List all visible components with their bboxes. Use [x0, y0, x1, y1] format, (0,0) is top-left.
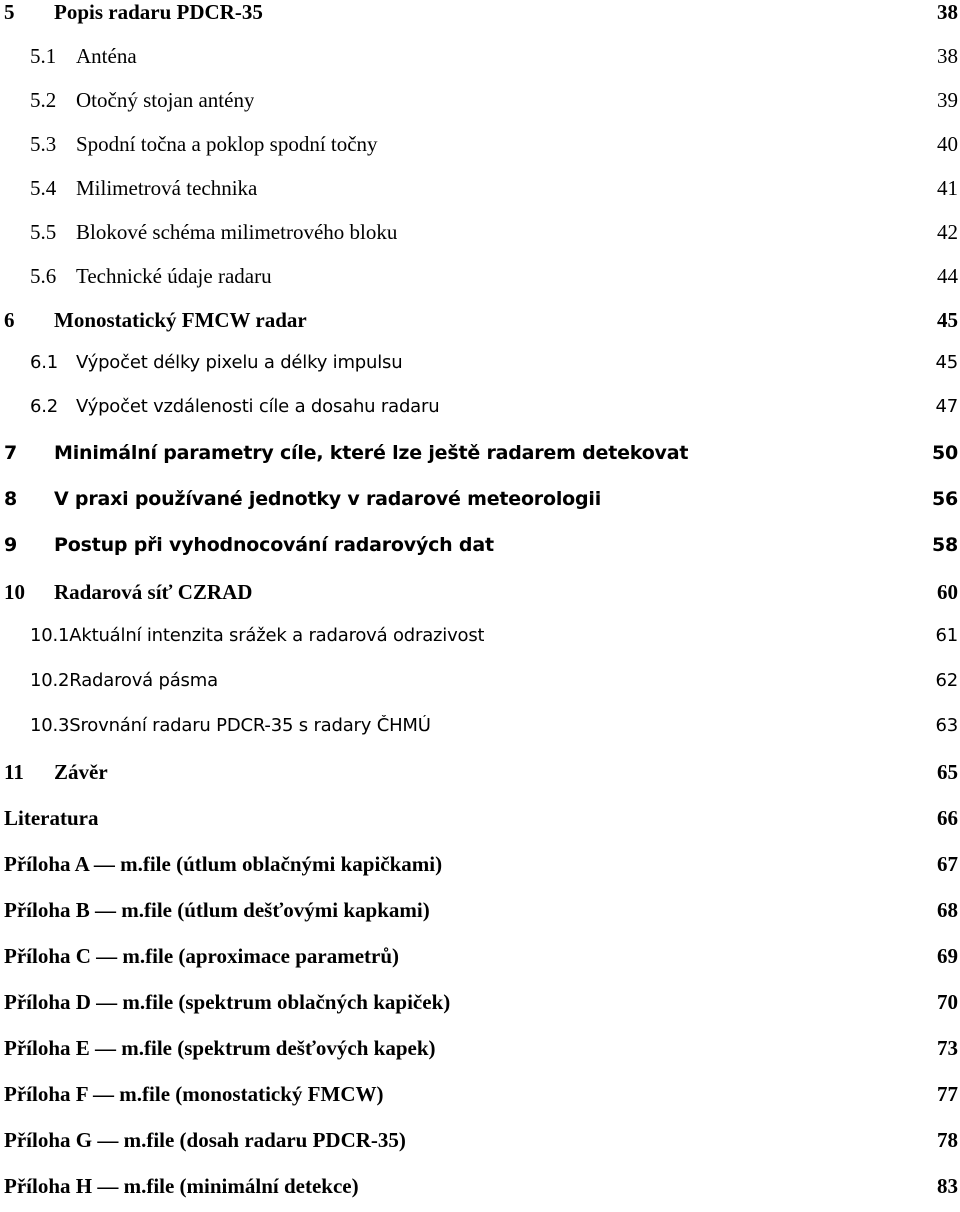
toc-page-number: 65 — [937, 760, 958, 784]
toc-page-number: 61 — [935, 625, 958, 646]
toc-page-number: 56 — [931, 488, 958, 510]
toc-page-number: 83 — [937, 1174, 958, 1198]
toc-entry-title: Technické údaje radaru — [76, 264, 272, 288]
toc-entry-title: Radarová pásma — [69, 670, 218, 691]
toc-entry-number: 6.1 — [30, 352, 59, 373]
toc-entry-6-2[interactable] — [0, 396, 960, 426]
toc-entry-title: Srovnání radaru PDCR-35 s radary ČHMÚ — [69, 715, 431, 736]
toc-entry-11[interactable] — [0, 760, 960, 790]
toc-entry-title: Blokové schéma milimetrového bloku — [76, 220, 398, 244]
toc-entry-title: Příloha D — m.file (spektrum oblačných kapiček) — [4, 990, 451, 1014]
toc-entry-priloha-e[interactable] — [0, 1036, 960, 1066]
toc-entry-priloha-c[interactable] — [0, 944, 960, 974]
toc-entry-9[interactable] — [0, 534, 960, 564]
toc-entry-5-5[interactable] — [0, 220, 960, 250]
toc-entry-title: Minimální parametry cíle, které lze ještě radarem detekovat — [54, 442, 689, 464]
toc-entry-title: Příloha E — m.file (spektrum dešťových kapek) — [4, 1036, 436, 1060]
toc-entry-number: 6 — [4, 308, 15, 332]
toc-entry-title: Příloha F — m.file (monostatický FMCW) — [4, 1082, 384, 1106]
toc-entry-number: 6.2 — [30, 396, 59, 417]
toc-page-number: 47 — [935, 396, 958, 417]
toc-entry-5-3[interactable] — [0, 132, 960, 162]
toc-page-number: 41 — [937, 176, 958, 200]
toc-entry-10-2[interactable] — [0, 670, 960, 700]
toc-page-number: 38 — [937, 0, 958, 24]
toc-entry-7[interactable] — [0, 442, 960, 472]
toc-entry-number: 7 — [4, 442, 18, 464]
toc-entry-number: 9 — [4, 534, 18, 556]
toc-entry-number: 5.1 — [30, 44, 57, 68]
toc-page-number: 73 — [937, 1036, 958, 1060]
toc-entry-6[interactable] — [0, 308, 960, 338]
toc-entry-title: Aktuální intenzita srážek a radarová odrazivost — [69, 625, 485, 646]
toc-entry-number: 5.6 — [30, 264, 57, 288]
toc-entry-title: Příloha B — m.file (útlum dešťovými kapkami) — [4, 898, 430, 922]
toc-entry-title: Milimetrová technika — [76, 176, 258, 200]
toc-entry-10-1[interactable] — [0, 625, 960, 655]
toc-page-number: 58 — [931, 534, 958, 556]
toc-page-number: 44 — [937, 264, 958, 288]
toc-page-number: 69 — [937, 944, 958, 968]
toc-entry-number: 10.1 — [30, 625, 70, 646]
toc-page-number: 38 — [937, 44, 958, 68]
toc-entry-number: 5 — [4, 0, 15, 24]
toc-entry-title: Příloha C — m.file (aproximace parametrů) — [4, 944, 400, 968]
toc-page-number: 66 — [937, 806, 958, 830]
toc-entry-number: 5.4 — [30, 176, 57, 200]
toc-entry-number: 5.3 — [30, 132, 57, 156]
toc-page-number: 45 — [935, 352, 958, 373]
toc-entry-number: 10 — [4, 580, 25, 604]
toc-entry-5[interactable] — [0, 0, 960, 30]
toc-entry-5-6[interactable] — [0, 264, 960, 294]
toc-entry-title: Spodní točna a poklop spodní točny — [76, 132, 378, 156]
toc-page-number: 63 — [935, 715, 958, 736]
toc-entry-priloha-f[interactable] — [0, 1082, 960, 1112]
toc-entry-title: Příloha H — m.file (minimální detekce) — [4, 1174, 359, 1198]
toc-page-number: 60 — [937, 580, 958, 604]
toc-entry-literatura[interactable] — [0, 806, 960, 836]
toc-entry-title: Radarová síť CZRAD — [54, 580, 253, 604]
toc-page-number: 42 — [937, 220, 958, 244]
toc-entry-title: Monostatický FMCW radar — [54, 308, 307, 332]
toc-entry-title: Výpočet vzdálenosti cíle a dosahu radaru — [76, 396, 440, 417]
toc-entry-title: Postup při vyhodnocování radarových dat — [54, 534, 494, 556]
toc-entry-number: 10.3 — [30, 715, 70, 736]
toc-entry-number: 8 — [4, 488, 18, 510]
toc-entry-title: Příloha A — m.file (útlum oblačnými kapičkami) — [4, 852, 443, 876]
toc-entry-title: Literatura — [4, 806, 99, 830]
toc-entry-priloha-h[interactable] — [0, 1174, 960, 1204]
toc-entry-5-4[interactable] — [0, 176, 960, 206]
toc-entry-priloha-a[interactable] — [0, 852, 960, 882]
toc-entry-title: Anténa — [76, 44, 137, 68]
toc-entry-10-3[interactable] — [0, 715, 960, 745]
toc-page-number: 68 — [937, 898, 958, 922]
toc-page-number: 39 — [937, 88, 958, 112]
toc-entry-5-1[interactable] — [0, 44, 960, 74]
toc-entry-10[interactable] — [0, 580, 960, 610]
toc-entry-title: Závěr — [54, 760, 108, 784]
toc-entry-5-2[interactable] — [0, 88, 960, 118]
toc-entry-priloha-d[interactable] — [0, 990, 960, 1020]
toc-entry-number: 10.2 — [30, 670, 70, 691]
toc-entry-6-1[interactable] — [0, 352, 960, 382]
toc-entry-title: Popis radaru PDCR-35 — [54, 0, 263, 24]
toc-entry-number: 5.2 — [30, 88, 57, 112]
toc-entry-number: 11 — [4, 760, 24, 784]
toc-page-number: 40 — [937, 132, 958, 156]
toc-entry-title: Výpočet délky pixelu a délky impulsu — [76, 352, 403, 373]
toc-page-number: 62 — [935, 670, 958, 691]
toc-page-number: 78 — [937, 1128, 958, 1152]
toc-page-number: 77 — [937, 1082, 958, 1106]
toc-entry-title: Otočný stojan antény — [76, 88, 255, 112]
toc-page-number: 67 — [937, 852, 958, 876]
toc-page-number: 70 — [937, 990, 958, 1014]
toc-entry-title: V praxi používané jednotky v radarové meteorologii — [54, 488, 602, 510]
toc-entry-number: 5.5 — [30, 220, 57, 244]
toc-entry-priloha-g[interactable] — [0, 1128, 960, 1158]
toc-page-number: 45 — [937, 308, 958, 332]
toc-entry-8[interactable] — [0, 488, 960, 518]
toc-entry-title: Příloha G — m.file (dosah radaru PDCR-35) — [4, 1128, 406, 1152]
toc-entry-priloha-b[interactable] — [0, 898, 960, 928]
toc-page-number: 50 — [931, 442, 958, 464]
